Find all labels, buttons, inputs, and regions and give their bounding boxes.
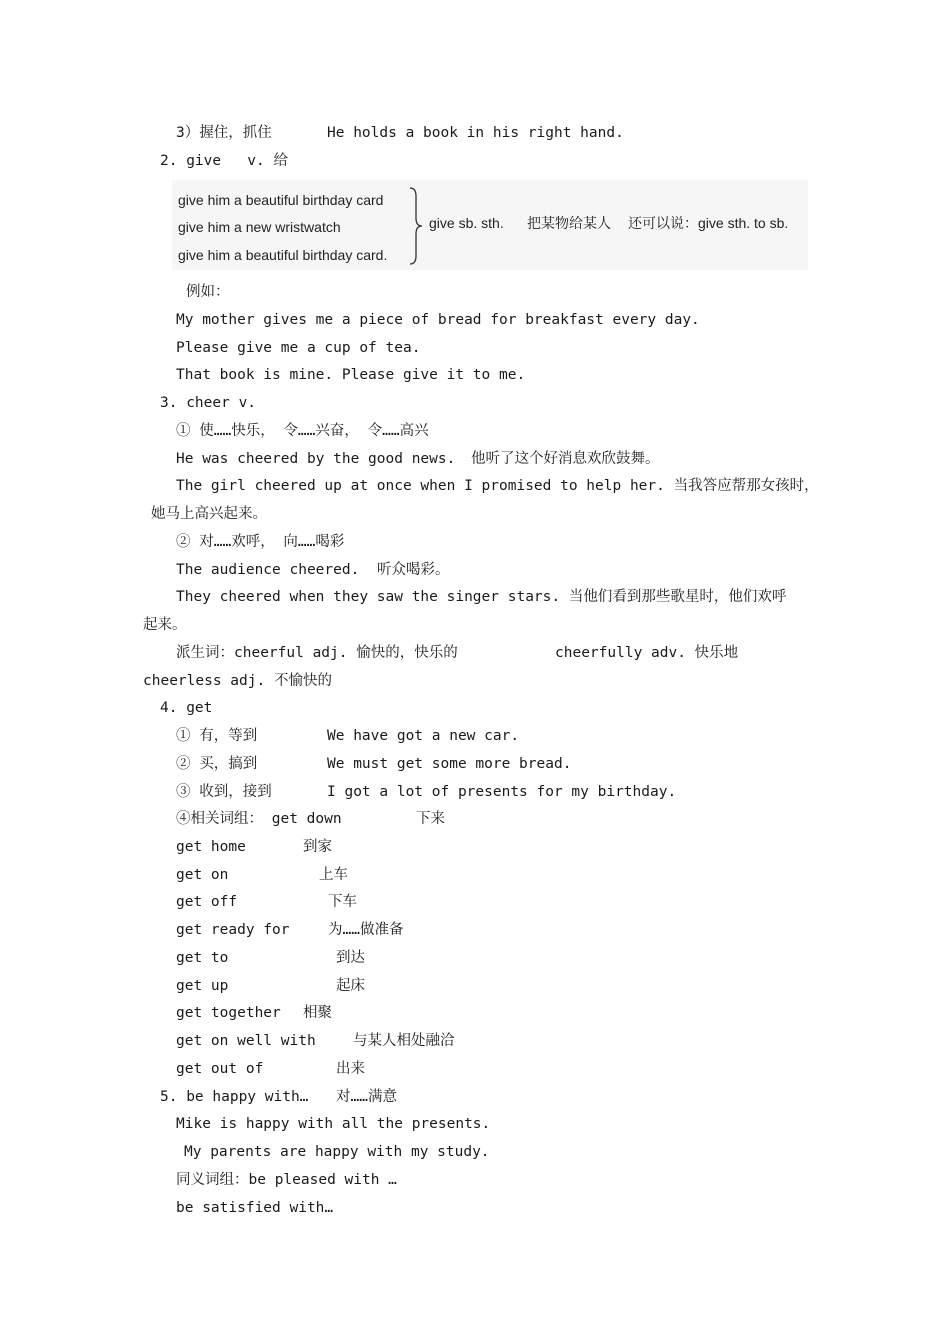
phrase-meaning: 起床 bbox=[336, 978, 365, 994]
heading-get: 4. get bbox=[160, 700, 213, 716]
derived-words: 派生词：cheerful adj. 愉快的，快乐的 bbox=[176, 645, 458, 661]
phrase: get to bbox=[176, 950, 229, 966]
phrase-meaning: 到达 bbox=[336, 950, 365, 966]
synonym-phrases: be satisfied with… bbox=[176, 1200, 334, 1216]
phrase: get up bbox=[176, 978, 229, 994]
example-sentence: That book is mine. Please give it to me. bbox=[176, 367, 526, 383]
phrase: get off bbox=[176, 894, 238, 910]
figure-phrase: give him a new wristwatch bbox=[178, 219, 341, 235]
example-sentence: The audience cheered. bbox=[176, 562, 360, 578]
phrase: get ready for bbox=[176, 922, 290, 938]
holds-example: He holds a book in his right hand. bbox=[327, 125, 624, 141]
example-label: 例如： bbox=[186, 284, 230, 300]
example-sentence: We have got a new car. bbox=[327, 728, 520, 744]
example-sentence: My mother gives me a piece of bread for breakfast every day. bbox=[176, 312, 700, 328]
phrase: get home bbox=[176, 839, 246, 855]
phrase: get out of bbox=[176, 1061, 264, 1077]
example-sentence: Mike is happy with all the presents. bbox=[176, 1116, 491, 1132]
synonym-phrases: 同义词组：be pleased with … bbox=[176, 1172, 397, 1188]
heading-give: 2. give v. 给 bbox=[160, 153, 288, 169]
figure-phrase: give him a beautiful birthday card bbox=[178, 192, 384, 208]
example-sentence: We must get some more bread. bbox=[327, 756, 572, 772]
phrase-meaning: 到家 bbox=[303, 839, 332, 855]
example-translation: 听众喝彩。 bbox=[377, 562, 450, 578]
heading-cheer: 3. cheer v. bbox=[160, 395, 257, 411]
derived-words: cheerfully adv. 快乐地 bbox=[555, 645, 739, 661]
phrase-meaning: 相聚 bbox=[303, 1005, 332, 1021]
figure-phrase: give him a beautiful birthday card. bbox=[178, 247, 388, 263]
example-translation: 她马上高兴起来。 bbox=[151, 506, 267, 522]
example-sentence: The girl cheered up at once when I promised to help her. 当我答应帮那女孩时， bbox=[176, 478, 819, 494]
cheer-meaning-1: ① 使……快乐， 令……兴奋， 令……高兴 bbox=[176, 423, 429, 439]
phrase: get on well with bbox=[176, 1033, 316, 1049]
related-phrases-label: ④相关词组： get down bbox=[176, 811, 342, 827]
get-meaning: ① 有，等到 bbox=[176, 728, 258, 744]
phrase-meaning: 与某人相处融洽 bbox=[353, 1033, 455, 1049]
phrase-meaning: 出来 bbox=[336, 1061, 365, 1077]
example-translation: 起来。 bbox=[143, 617, 187, 633]
derived-words: cheerless adj. 不愉快的 bbox=[143, 673, 332, 689]
example-sentence: He was cheered by the good news. bbox=[176, 451, 456, 467]
holds-meaning: 3）握住，抓住 bbox=[176, 125, 272, 141]
phrase-meaning: 为……做准备 bbox=[328, 922, 404, 938]
phrase-meaning: 下来 bbox=[416, 811, 445, 827]
figure-meaning: 把某物给某人 bbox=[527, 215, 611, 231]
phrase: get on bbox=[176, 867, 229, 883]
example-sentence: Please give me a cup of tea. bbox=[176, 340, 421, 356]
example-translation: 他听了这个好消息欢欣鼓舞。 bbox=[471, 451, 660, 467]
figure-pattern: give sb. sth. bbox=[429, 215, 504, 231]
phrase: get together bbox=[176, 1005, 281, 1021]
give-pattern-figure bbox=[172, 180, 808, 270]
heading-be-happy-with: 5. be happy with… bbox=[160, 1089, 309, 1105]
example-sentence: I got a lot of presents for my birthday. bbox=[327, 784, 677, 800]
get-meaning: ③ 收到，接到 bbox=[176, 784, 272, 800]
get-meaning: ② 买，搞到 bbox=[176, 756, 258, 772]
example-sentence: My parents are happy with my study. bbox=[184, 1144, 490, 1160]
phrase-meaning: 对……满意 bbox=[336, 1089, 397, 1105]
figure-alternative: 还可以说：give sth. to sb. bbox=[628, 215, 789, 231]
cheer-meaning-2: ② 对……欢呼， 向……喝彩 bbox=[176, 534, 345, 550]
right-brace-icon bbox=[408, 186, 424, 266]
phrase-meaning: 上车 bbox=[319, 867, 348, 883]
phrase-meaning: 下车 bbox=[328, 894, 357, 910]
example-sentence: They cheered when they saw the singer stars. 当他们看到那些歌星时，他们欢呼 bbox=[176, 589, 787, 605]
